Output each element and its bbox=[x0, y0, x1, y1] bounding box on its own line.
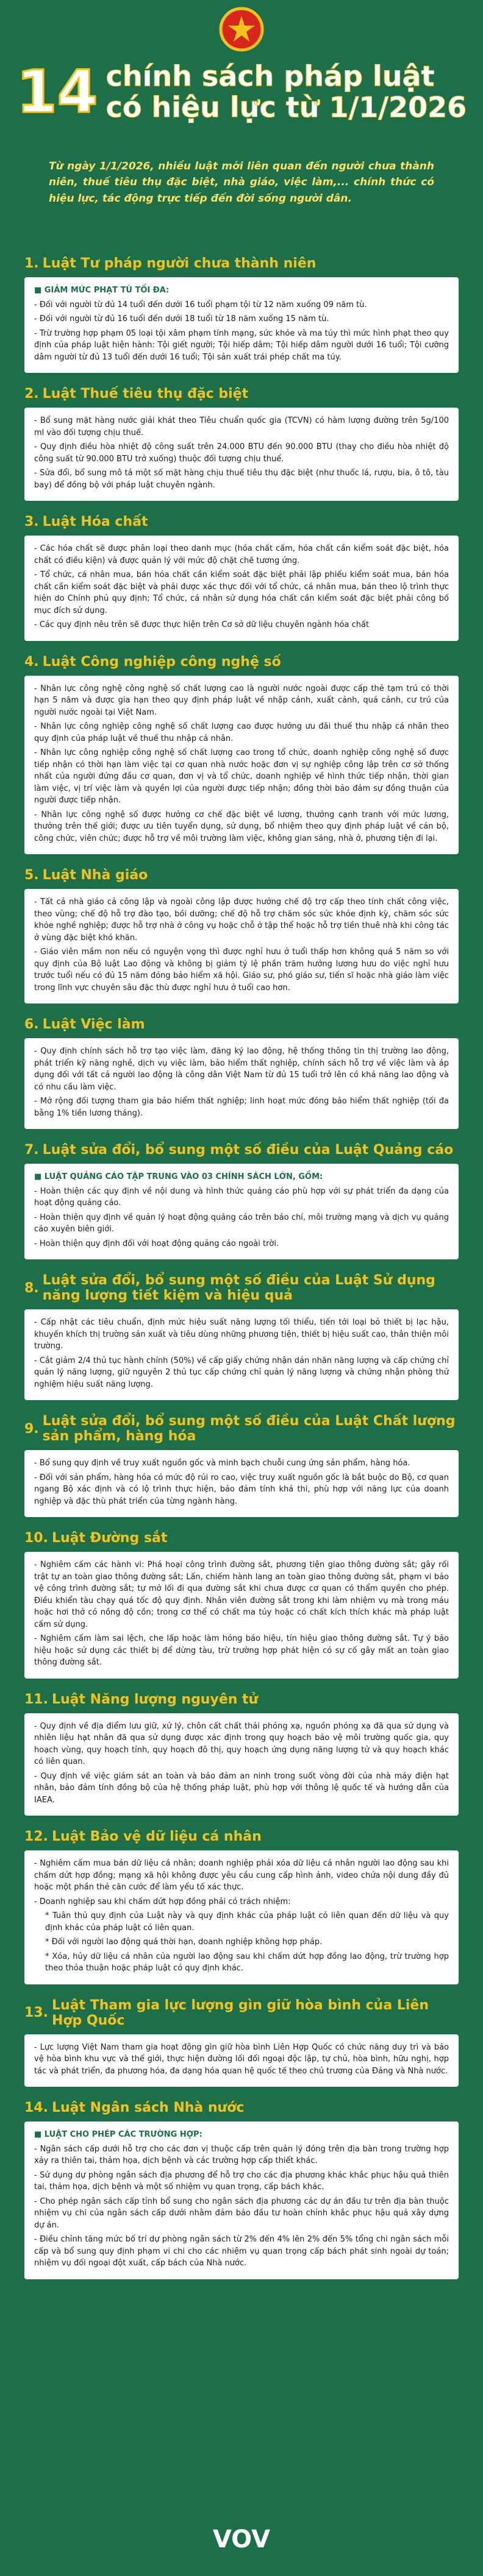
section-line: - Tất cả nhà giáo cả công lập và ngoài công lập được hưởng chế độ trợ cấp theo tính chất công việc, theo vùng; chế độ hỗ trợ đào tạo, bồi dưỡng; chế độ hỗ trợ chăm sóc sức khỏe định kỳ, chăm sóc sức khỏe nghề nghiệp; được hỗ trợ nhà ở công vụ hoặc chỗ ở tập thể hoặc hỗ trợ tiền thuê nhà khi công tác ở vùng đặc biệt khó khăn. bbox=[34, 897, 449, 943]
section-heading bbox=[24, 1273, 459, 1303]
section-number: 6. bbox=[24, 1017, 39, 1032]
section-line: - Giáo viên mầm non nếu có nguyện vọng thì được nghỉ hưu ở tuổi thấp hơn không quá 5 năm so với quy định của Bộ luật Lao động và không bị giảm tỷ lệ phần trăm hưởng lương hưu do việc nghỉ hưu trước tuổi nếu có đủ 15 năm đóng bảo hiểm xã hội. Giáo sư, phó giáo sư, tiến sĩ hoặc nhà giáo làm việc trong lĩnh vực chuyên sâu đặc thù được nghỉ hưu ở tuổi cao hơn. bbox=[34, 947, 449, 993]
section-content-box bbox=[24, 2121, 459, 2279]
law-section bbox=[24, 256, 459, 373]
section-heading bbox=[24, 1142, 459, 1158]
section-number: 1. bbox=[24, 256, 39, 271]
sections-list bbox=[0, 256, 483, 2279]
section-heading bbox=[24, 654, 459, 670]
section-number: 4. bbox=[24, 654, 39, 670]
vov-logo-icon bbox=[199, 2518, 284, 2561]
section-content-box bbox=[24, 1450, 459, 1517]
section-heading bbox=[24, 1998, 459, 2028]
section-number: 10. bbox=[24, 1530, 48, 1546]
section-content-box bbox=[24, 536, 459, 641]
section-title: Luật Ngân sách Nhà nước bbox=[51, 2100, 245, 2115]
section-line: - Các quy định nêu trên sẽ được thực hiện trên Cơ sở dữ liệu chuyên ngành hóa chất bbox=[34, 620, 370, 629]
section-title: Luật Thuế tiêu thụ đặc biệt bbox=[42, 386, 249, 402]
title-number: 14 bbox=[16, 57, 98, 126]
section-title: Luật Hóa chất bbox=[42, 514, 148, 529]
page-title bbox=[0, 57, 483, 126]
section-line: - Quy định về địa điểm lưu giữ, xử lý, chôn cất chất thải phóng xạ, nguồn phóng xạ đã qua sử dụng và nhiên liệu hạt nhân đã qua sử dụng được xác định trong quy hoạch bảo vệ môi trường quốc gia, quy hoạch vùng, quy hoạch tỉnh, quy hoạch đô thị, quy hoạch ứng dụng năng lượng tử và quy hoạch khác có liên quan. bbox=[34, 1721, 449, 1766]
section-line: - Mở rộng đối tượng tham gia bảo hiểm thất nghiệp; linh hoạt mức đóng bảo hiểm thất nghiệp (tối đa bằng 1% tiền lương tháng). bbox=[34, 1097, 449, 1118]
law-section bbox=[24, 1692, 459, 1816]
section-heading bbox=[24, 256, 459, 271]
footer bbox=[0, 2503, 483, 2576]
section-line: - Hoàn thiện các quy định về nội dung và hình thức quảng cáo phù hợp với sự phát triển đa dạng của hoạt động quảng cáo. bbox=[34, 1186, 449, 1208]
section-heading bbox=[24, 1017, 459, 1032]
section-line: - Sử dụng dự phòng ngân sách địa phương để hỗ trợ cho các địa phương khác khắc phục hậu quả thiên tai, thảm họa, dịch bệnh và một số nhiệm vụ quan trọng, cấp bách khác. bbox=[34, 2170, 449, 2192]
law-section bbox=[24, 2100, 459, 2279]
law-section bbox=[24, 1273, 459, 1400]
section-line: - Nghiêm cấm các hành vi: Phá hoại công trình đường sắt, phương tiện giao thông đường sắt; gây rối trật tự an toàn giao thông đường sắt; Lấn, chiếm hành lang an toàn giao thông đường sắt, phạm vi bảo vệ công trình đường sắt; tự mở lối đi qua đường sắt khi chưa được cơ quan có thẩm quyền cho phép. Điều khiển tàu chạy quá tốc độ quy định. Nhân viên đường sắt trong khi làm nhiệm vụ mà trong máu hoặc hơi thở có nồng độ cồn; trong cơ thể có chất ma túy hoặc có chất kích thích khác mà pháp luật cấm sử dụng. bbox=[34, 1560, 449, 1629]
section-line: - Nghiêm cấm mua bán dữ liệu cá nhân; doanh nghiệp phải xóa dữ liệu cá nhân người lao động sau khi chấm dứt hợp đồng; mạng xã hội không được yêu cầu cung cấp hình ảnh, video chứa nội dung đầy đủ hoặc một phần thẻ căn cước để làm yếu tố xác thực. bbox=[34, 1859, 449, 1892]
section-line: - Nhân lực công nghiệp công nghệ số chất lượng cao trong tổ chức, doanh nghiệp công nghệ số được tiếp nhận có thời hạn làm việc tại cơ quan nhà nước hoặc đơn vị sự nghiệp công lập trên cơ sở thống nhất của người đứng đầu cơ quan, đơn vị và tổ chức, doanh nghiệp về hình thức tiếp nhận, thời gian làm việc, vị trí việc làm và quyền lợi của người được tiếp nhận; đồng thời bảo đảm sự đồng thuận của người được tiếp nhận. bbox=[34, 748, 449, 805]
section-line: - Cho phép ngân sách cấp tỉnh bổ sung cho ngân sách địa phương các dự án đầu tư trên địa bàn thuộc nhiệm vụ chi của ngân sách cấp dưới nhằm đảm bảo đầu tư hoàn chỉnh khắc phục hậu quả xây dựng dự án. bbox=[34, 2196, 449, 2230]
section-title: Luật Năng lượng nguyên tử bbox=[51, 1691, 259, 1707]
section-line: - Nhân lực công nghiệp công nghệ số chất lượng cao được hưởng ưu đãi thuế thu nhập cá nhân theo quy định của pháp luật về thuế thu nhập cá nhân. bbox=[34, 722, 449, 743]
section-heading bbox=[24, 514, 459, 529]
section-content-box bbox=[24, 676, 459, 855]
section-line: - Đối với người từ đủ 14 tuổi đến dưới 16 tuổi phạm tội từ 12 năm xuống 09 năm tù. bbox=[34, 300, 367, 310]
section-heading bbox=[24, 1414, 459, 1444]
section-line: - Doanh nghiệp sau khi chấm dứt hợp đồng phải có trách nhiệm: bbox=[34, 1897, 291, 1906]
section-content-box bbox=[24, 277, 459, 373]
section-title: Luật sửa đổi, bổ sung một số điều của Luật Quảng cáo bbox=[42, 1142, 454, 1158]
section-line: - Tổ chức, cá nhân mua, bán hóa chất cần kiểm soát đặc biệt phải lập phiếu kiểm soát mua, bán hóa chất cần kiểm soát đặc biệt và phải được xác thực đối với tổ chức, cá nhân mua, bán theo lộ trình thực hiện do Chính phủ quy định; Tổ chức, cá nhân sử dụng hóa chất cần kiểm soát đặc biệt phải công bố mục đích sử dụng. bbox=[34, 570, 449, 615]
section-number: 13. bbox=[24, 2005, 48, 2020]
title-line-2: có hiệu lực từ 1/1/2026 bbox=[106, 90, 467, 124]
section-number: 7. bbox=[24, 1142, 39, 1158]
section-title: Luật Công nghiệp công nghệ số bbox=[42, 654, 281, 670]
section-title: Luật sửa đổi, bổ sung một số điều của Luật Chất lượng sản phẩm, hàng hóa bbox=[42, 1414, 456, 1444]
title-line-1: chính sách pháp luật bbox=[106, 60, 435, 93]
section-line: - Hoàn thiện quy định đối với hoạt động quảng cáo ngoài trời. bbox=[34, 1239, 279, 1248]
section-number: 5. bbox=[24, 868, 39, 883]
section-number: 14. bbox=[24, 2100, 48, 2115]
section-content-box bbox=[24, 1038, 459, 1129]
section-lead: ■ LUẬT CHO PHÉP CÁC TRƯỜNG HỢP: bbox=[34, 2130, 202, 2139]
section-line: - Hoàn thiện quy định về quản lý hoạt động quảng cáo trên báo chí, môi trường mạng và dịch vụ quảng cáo xuyên biên giới. bbox=[34, 1212, 449, 1234]
section-content-box bbox=[24, 408, 459, 501]
section-line: - Cấp nhật các tiêu chuẩn, định mức hiệu suất năng lượng tối thiểu, tiến tới loại bỏ thiết bị lạc hậu, khuyến khích thị trường sản xuất và tiêu dùng những phương tiện, thiết bị hiệu suất cao, thân thiện môi trường. bbox=[34, 1318, 449, 1351]
section-line: - Ngân sách cấp dưới hỗ trợ cho các đơn vị thuộc cấp trên quản lý đóng trên địa bàn trong trường hợp xảy ra thiên tai, thảm họa, dịch bệnh và các trường hợp cấp thiết khác. bbox=[34, 2144, 449, 2165]
section-line: - Quy định điều hòa nhiệt độ công suất trên 24.000 BTU đến 90.000 BTU (thay cho điều hòa nhiệt độ công suất từ 90.000 BTU trở xuống) thuộc đối tượng chịu thuế. bbox=[34, 442, 449, 464]
section-heading bbox=[24, 1829, 459, 1844]
law-section bbox=[24, 1998, 459, 2087]
section-line: - Đối với người từ đủ 16 tuổi đến dưới 18 tuổi từ 18 năm xuống 15 năm tù. bbox=[34, 314, 329, 324]
header bbox=[0, 0, 483, 256]
section-line: - Nhân lực công nghệ công nghệ số chất lượng cao là người nước ngoài được cấp thẻ tạm trú có thời hạn 5 năm và được gia hạn theo quy định pháp luật về nhập cảnh, xuất cảnh, quá cảnh, cư trú của người nước ngoài tại Việt Nam. bbox=[34, 684, 449, 717]
law-section bbox=[24, 1530, 459, 1679]
section-lead: ■ LUẬT QUẢNG CÁO TẬP TRUNG VÀO 03 CHÍNH SÁCH LỚN, GỒM: bbox=[34, 1172, 323, 1181]
section-line: - Nghiêm cấm làm sai lệch, che lấp hoặc làm hỏng báo hiệu, tín hiệu giao thông đường sắt. Tự ý bảo hiệu hoặc sử dụng các thiết bị để dừng tàu, trừ trường hợp phát hiện có sự cố gây mất an toàn giao thông đường sắt. bbox=[34, 1634, 449, 1667]
section-title: Luật Tham gia lực lượng gìn giữ hòa bình của Liên Hợp Quốc bbox=[51, 1997, 429, 2028]
section-line: - Quy định chính sách hỗ trợ tạo việc làm, đăng ký lao động, hệ thống thông tin thị trường lao động, phát triển kỹ năng nghề, dịch vụ việc làm, bảo hiểm thất nghiệp, chính sách hỗ trợ về việc làm và áp dụng đối với tất cả người lao động là công dân Việt Nam từ đủ 15 tuổi trở lên có khả năng lao động và có nhu cầu làm việc. bbox=[34, 1047, 449, 1092]
section-content-box bbox=[24, 1552, 459, 1679]
section-line: * Xóa, hủy dữ liệu cá nhân của người lao động sau khi chấm dứt hợp đồng lao động, trừ trường hợp theo thỏa thuận hoặc pháp luật có quy định khác. bbox=[45, 1951, 449, 1973]
section-heading bbox=[24, 2100, 459, 2115]
section-heading bbox=[24, 868, 459, 883]
section-line: - Sửa đổi, bổ sung mô tả một số mặt hàng chịu thuế tiêu thụ đặc biệt (như thuốc lá, rượu, bia, ô tô, tàu bay) để đồng bộ với pháp luật chuyên ngành. bbox=[34, 469, 449, 490]
section-content-box bbox=[24, 1713, 459, 1816]
section-heading bbox=[24, 1530, 459, 1546]
vov-logo-text: VOV bbox=[212, 2525, 271, 2553]
law-section bbox=[24, 1829, 459, 1984]
section-number: 2. bbox=[24, 386, 39, 402]
section-content-box bbox=[24, 1309, 459, 1400]
section-content-box bbox=[24, 1850, 459, 1984]
section-content-box bbox=[24, 2034, 459, 2087]
law-section bbox=[24, 868, 459, 1003]
section-line: * Tuân thủ quy định của Luật này và quy định khác của pháp luật có liên quan đến dữ liệu và quy định khác của pháp luật có liên quan. bbox=[45, 1911, 449, 1933]
section-line: - Trừ trường hợp phạm 05 loại tội xâm phạm tính mạng, sức khỏe và ma túy thì mức hình phạt theo quy định của pháp luật hiện hành: Tội giết người; Tội hiếp dâm; Tội hiếp dâm người dưới 16 tuổi; Tội cưỡng dâm người từ đủ 13 tuổi đến dưới 16 tuổi; Tội sản xuất trái phép chất ma túy. bbox=[34, 328, 449, 362]
law-section bbox=[24, 1414, 459, 1517]
section-line: - Các hóa chất sẽ được phân loại theo danh mục (hóa chất cấm, hóa chất cần kiểm soát đặc biệt, hóa chất có điều kiện) và được quản lý với mức độ chặt chẽ tương ứng. bbox=[34, 544, 449, 565]
section-line: - Bổ sung mặt hàng nước giải khát theo Tiêu chuẩn quốc gia (TCVN) có hàm lượng đường trên 5g/100 ml vào đối tượng chịu thuế. bbox=[34, 416, 449, 437]
national-emblem-icon bbox=[211, 5, 272, 54]
law-section bbox=[24, 386, 459, 501]
section-title: Luật Nhà giáo bbox=[42, 868, 148, 883]
section-line: - Đối với sản phẩm, hàng hóa có mức độ rủi ro cao, việc truy xuất nguồn gốc là bắt buộc do Bộ, cơ quan ngang Bộ xác định và có lộ trình thực hiện, bảo đảm tính khả thi, phù hợp với năng lực của doanh nghiệp và đặc thù phát triển của từng ngành hàng. bbox=[34, 1473, 449, 1506]
section-title: Luật Đường sắt bbox=[51, 1530, 168, 1546]
section-content-box bbox=[24, 889, 459, 1003]
law-section bbox=[24, 1142, 459, 1259]
section-title: Luật Bảo vệ dữ liệu cá nhân bbox=[51, 1829, 262, 1844]
section-number: 11. bbox=[24, 1691, 48, 1707]
section-lead: ■ GIẢM MỨC PHẠT TÙ TỐI ĐA: bbox=[34, 286, 170, 295]
section-line: - Điều chỉnh tăng mức bố trí dự phòng ngân sách từ 2% đến 4% lên 2% đến 5% tổng chi ngân sách mỗi cấp và bổ sung quy định phạm vi chi cho các nhiệm vụ quan trọng cấp bách phát sinh ngoài dự toán; nhiệm vụ đối ngoại đột xuất, cấp bách của Nhà nước. bbox=[34, 2235, 449, 2268]
intro-text: Từ ngày 1/1/2026, nhiều luật mới liên quan đến người chưa thành niên, thuế tiêu thụ đặc biệt, nhà giáo, việc làm,... chính thức có hiệu lực, tác động trực tiếp đến đời sống người dân. bbox=[49, 160, 434, 205]
section-number: 12. bbox=[24, 1829, 48, 1844]
section-heading bbox=[24, 386, 459, 402]
section-line: - Bổ sung quy định về truy xuất nguồn gốc và minh bạch chuỗi cung ứng sản phẩm, hàng hóa. bbox=[34, 1459, 410, 1468]
section-number: 3. bbox=[24, 514, 39, 529]
section-line: * Đối với người lao động quá thời hạn, doanh nghiệp không hợp pháp. bbox=[45, 1937, 323, 1947]
section-number: 8. bbox=[24, 1280, 39, 1296]
section-number: 9. bbox=[24, 1421, 39, 1437]
section-title: Luật Việc làm bbox=[42, 1017, 145, 1032]
section-title: Luật Tư pháp người chưa thành niên bbox=[42, 256, 317, 271]
section-line: - Quy định về việc giám sát an toàn và bảo đảm an ninh trong suốt vòng đời của nhà máy điện hạt nhân, bảo đảm tính đồng bộ của hệ thống pháp luật, phù hợp với thông lệ quốc tế và hướng dẫn của IAEA. bbox=[34, 1771, 449, 1805]
law-section bbox=[24, 654, 459, 855]
section-line: - Lực lượng Việt Nam tham gia hoạt động gìn giữ hòa bình Liên Hợp Quốc có chức năng duy trì và bảo vệ hòa bình khu vực và thế giới, thực hiện đường lối đối ngoại độc lập, tự chủ, hòa bình, hữu nghị, hợp tác và phát triển, đa phương hóa, đa dạng hóa quan hệ quốc tế theo chủ trương của Đảng và Nhà nước. bbox=[34, 2042, 449, 2076]
law-section bbox=[24, 514, 459, 641]
section-title: Luật sửa đổi, bổ sung một số điều của Luật Sử dụng năng lượng tiết kiệm và hiệu quả bbox=[42, 1273, 435, 1303]
section-heading bbox=[24, 1692, 459, 1707]
section-content-box bbox=[24, 1164, 459, 1259]
section-line: - Cắt giảm 2/4 thủ tục hành chính (50%) về cấp giấy chứng nhận dán nhãn năng lượng và cấp chứng chỉ quản lý năng lượng, giữ nguyên 2 thủ tục cấp chứng chỉ quản lý năng lượng và chứng nhận phòng thử nghiệm hiệu suất năng lượng. bbox=[34, 1356, 449, 1389]
section-line: - Nhân lực công nghệ số được hưởng cơ chế đặc biệt về lương, thưởng cạnh tranh với mức lương, thưởng trên thế giới; được ưu tiên tuyển dụng, sử dụng, bổ nhiệm theo quy định pháp luật về cán bộ, công chức, viên chức; được hỗ trợ về môi trường làm việc, không gian sáng, nhà ở, phương tiện đi lại. bbox=[34, 810, 449, 843]
law-section bbox=[24, 1017, 459, 1129]
